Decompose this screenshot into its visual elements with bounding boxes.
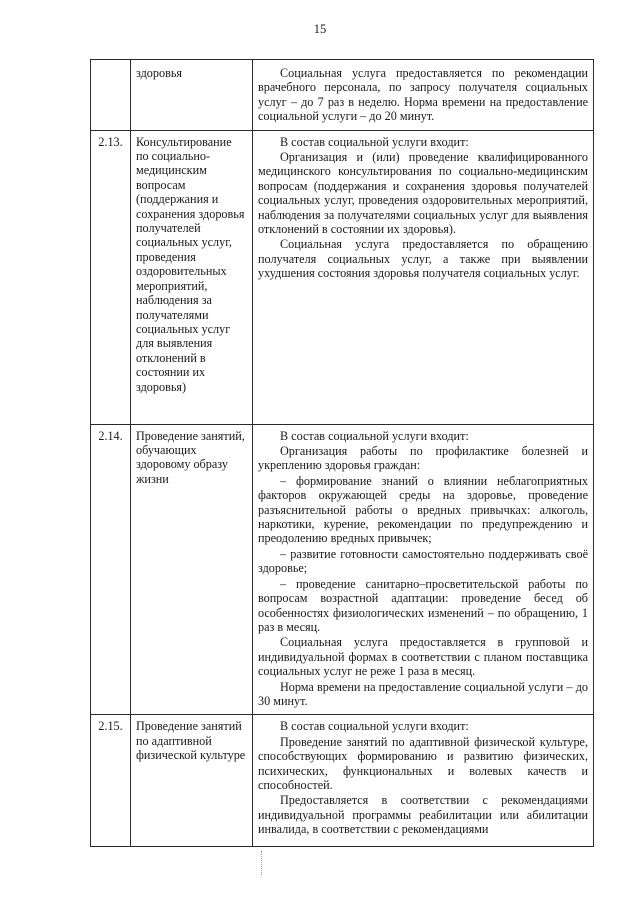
description-paragraph: – формирование знаний о влиянии неблагоприятных факторов окружающей среды на здоровье, проведение разъяснительной работы о вредных привычках: алкоголь, наркотики, курение, рекомендации по предупреждению и преодолению вредных привычек; — [258, 473, 588, 546]
service-name: здоровья — [131, 60, 253, 131]
description-paragraph: Организация работы по профилактике болезней и укреплению здоровья граждан: — [258, 444, 588, 473]
description-paragraph: Социальная услуга предоставляется в групповой и индивидуальной формах в соответствии с планом поставщика социальных услуг не реже 1 раза в месяц. — [258, 635, 588, 679]
service-description — [253, 715, 594, 847]
description-paragraph: Проведение занятий по адаптивной физической культуре, способствующих формированию и развитию физических, психических, функциональных и волевых качеств и способностей. — [258, 734, 588, 792]
description-paragraph: В состав социальной услуги входит: — [280, 134, 469, 149]
scan-artifact — [261, 851, 264, 875]
service-description — [253, 130, 594, 424]
description-paragraph: Организация и (или) проведение квалифицированного медицинского консультирования по социально-медицинским вопросам (поддержания и сохранения здоровья получателей социальных услуг, проведения оздоровительных мероприятий, наблюдения за получателями социальных услуг для выявления отклонений в состоянии их здоровья). — [258, 150, 588, 237]
table-row — [91, 60, 594, 131]
description-paragraph: В состав социальной услуги входит: — [280, 719, 469, 734]
table-row — [91, 424, 594, 715]
description-paragraph: Социальная услуга предоставляется по рекомендации врачебного персонала, по запросу получателя социальных услуг – до 7 раз в неделю. Норма времени на предоставление социальной услуги – до 20 минут. — [258, 66, 588, 124]
description-paragraph: Предоставляется в соответствии с рекомендациями индивидуальной программы реабилитации или абилитации инвалида, в соответствии с рекомендациями — [258, 793, 588, 837]
row-number: 2.13. — [91, 130, 131, 424]
service-description — [253, 60, 594, 131]
description-paragraph: Социальная услуга предоставляется по обращению получателя социальных услуг, а также при выявлении ухудшения состояния здоровья получателя социальных услуг. — [258, 237, 588, 281]
service-name: Консультирование по социально-медицинским вопросам (поддержания и сохранения здоровья получателей социальных услуг, проведения оздоровительных мероприятий, наблюдения за получателями социальных услуг для выявления отклонений в состоянии их здоровья) — [131, 130, 253, 424]
description-paragraph: – развитие готовности самостоятельно поддерживать своё здоровье; — [258, 546, 588, 576]
description-paragraph: В состав социальной услуги входит: — [280, 428, 469, 443]
page-number: 15 — [313, 22, 327, 36]
service-name: Проведение занятий по адаптивной физической культуре — [131, 715, 253, 847]
row-number — [91, 60, 131, 131]
services-table — [90, 59, 594, 847]
table-row — [91, 130, 594, 424]
row-number: 2.14. — [91, 424, 131, 715]
description-paragraph: – проведение санитарно–просветительской работы по вопросам возрастной адаптации: проведение бесед об особенностях физиологических изменений – по обращению, 1 раз в месяц. — [258, 576, 588, 634]
service-name: Проведение занятий, обучающих здоровому образу жизни — [131, 424, 253, 715]
service-description — [253, 424, 594, 715]
description-paragraph: Норма времени на предоставление социальной услуги – до 30 минут. — [258, 679, 588, 708]
table-row — [91, 715, 594, 847]
row-number: 2.15. — [91, 715, 131, 847]
